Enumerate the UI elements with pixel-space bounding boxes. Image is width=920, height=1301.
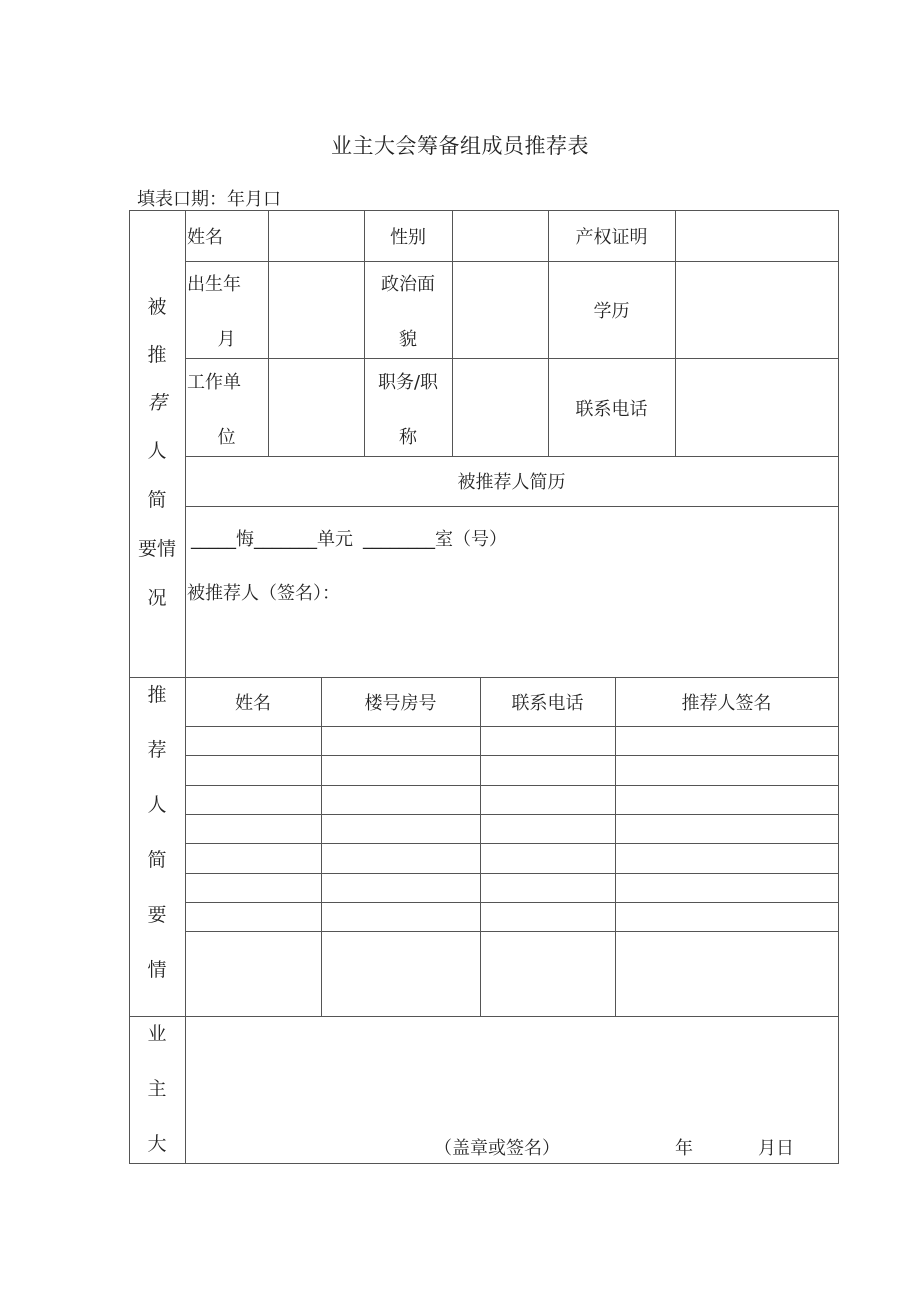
- month-day-label: 月日: [758, 1138, 794, 1159]
- recommender-header-name: 姓名: [235, 693, 271, 714]
- row-divider: [185, 902, 839, 903]
- col-divider: [675, 210, 676, 456]
- position-label-line1: 职务/职: [377, 372, 439, 393]
- name-label: 姓名: [187, 227, 223, 248]
- education-label: 学历: [593, 301, 630, 322]
- birth-label-line2: 月: [217, 329, 236, 350]
- politics-label-line2: 貌: [399, 329, 417, 350]
- address-line: [191, 531, 507, 549]
- recommender-header-room: 楼号房号: [364, 693, 437, 714]
- side-char: 业: [147, 1023, 167, 1045]
- unit-blank: _______: [254, 529, 317, 550]
- room-blank: ________: [363, 529, 435, 550]
- phone-label: 联系电话: [575, 399, 648, 420]
- resume-header: 被推荐人简历: [457, 472, 566, 493]
- work-unit-label-line1: 工作单: [187, 372, 241, 393]
- row-divider: [185, 261, 839, 262]
- table-border-top: [129, 210, 839, 211]
- fill-date-line: 填表口期：年月口: [137, 189, 281, 210]
- side-char: 荐: [147, 392, 167, 414]
- side-char: 荐: [147, 739, 167, 761]
- col-divider: [268, 210, 269, 456]
- side-char: 人: [147, 794, 167, 816]
- building-suffix: 悔: [236, 529, 254, 550]
- side-column-divider: [185, 210, 186, 1163]
- section-divider-recommender: [129, 677, 839, 678]
- section-divider-owners: [129, 1016, 839, 1017]
- year-label: 年: [675, 1138, 693, 1159]
- side-char: 情: [147, 959, 167, 981]
- unit-suffix: 单元: [317, 529, 353, 550]
- recommender-header-signature: 推荐人签名: [681, 693, 772, 714]
- side-char: 推: [147, 684, 167, 706]
- col-divider: [615, 677, 616, 1016]
- position-label-line2: 称: [399, 427, 417, 448]
- side-char: 大: [147, 1133, 167, 1155]
- side-char: 简: [147, 489, 167, 511]
- side-char: 要: [147, 904, 167, 926]
- gender-label: 性别: [390, 227, 426, 248]
- row-divider: [185, 814, 839, 815]
- col-divider: [480, 677, 481, 1016]
- table-border-right: [838, 210, 839, 1163]
- row-divider: [185, 506, 839, 507]
- row-divider: [185, 755, 839, 756]
- room-suffix: 室（号）: [435, 529, 507, 550]
- recommender-header-phone: 联系电话: [511, 693, 584, 714]
- col-divider: [452, 210, 453, 456]
- side-char: 人: [147, 440, 167, 462]
- page-title: 业主大会筹备组成员推荐表: [331, 134, 589, 158]
- work-unit-label-line2: 位: [217, 427, 236, 448]
- stamp-or-sign-label: （盖章或签名）: [434, 1138, 560, 1159]
- side-char: 况: [147, 587, 167, 609]
- row-divider: [185, 456, 839, 457]
- side-char: 主: [147, 1078, 167, 1100]
- side-char: 要情: [137, 538, 176, 560]
- nominee-signature-label: 被推荐人（签名）：: [187, 583, 340, 604]
- col-divider: [321, 677, 322, 1016]
- row-divider: [185, 358, 839, 359]
- side-char: 简: [147, 849, 167, 871]
- birth-label-line1: 出生年: [187, 274, 241, 295]
- property-cert-label: 产权证明: [575, 227, 648, 248]
- side-char: 推: [147, 344, 167, 366]
- row-divider: [185, 931, 839, 932]
- side-char: 被: [147, 296, 167, 318]
- politics-label-line1: 政治面: [381, 274, 435, 295]
- row-divider: [185, 726, 839, 727]
- row-divider: [185, 785, 839, 786]
- row-divider: [185, 873, 839, 874]
- table-border-bottom: [129, 1163, 839, 1164]
- building-blank: _____: [191, 529, 236, 550]
- row-divider: [185, 843, 839, 844]
